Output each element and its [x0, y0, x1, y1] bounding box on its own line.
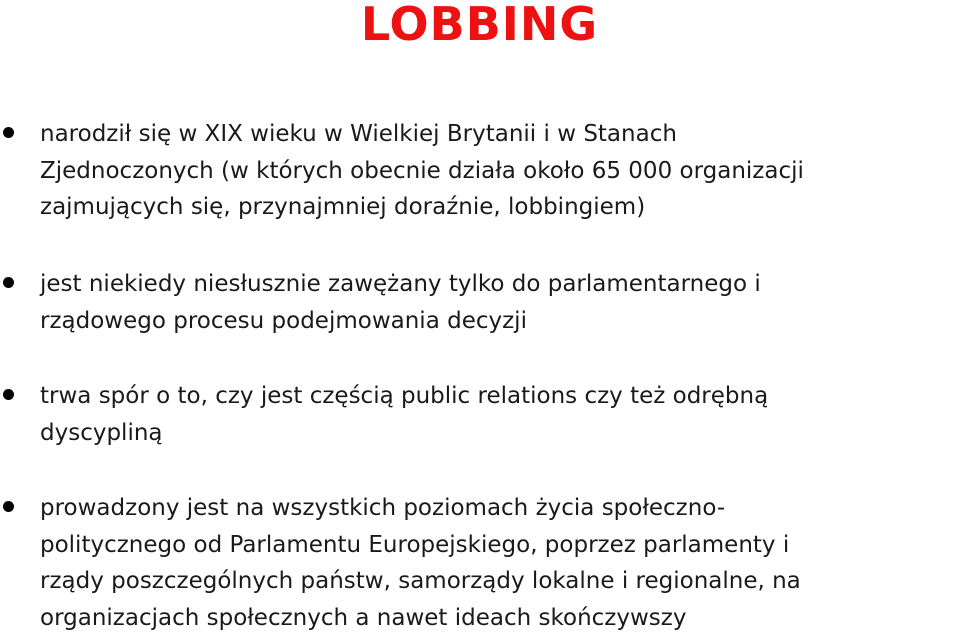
- bullet-text-line: Zjednoczonych (w których obecnie działa około 65 000 organizacji: [40, 153, 958, 190]
- bullet-icon: [3, 127, 14, 138]
- bullet-text-line: jest niekiedy niesłusznie zawężany tylko do parlamentarnego i: [40, 266, 958, 303]
- bullet-icon: [3, 389, 14, 400]
- bullet-text-line: dyscypliną: [40, 415, 958, 452]
- bullet-text-line: zajmujących się, przynajmniej doraźnie, lobbingiem): [40, 189, 958, 226]
- bullet-text-line: trwa spór o to, czy jest częścią public relations czy też odrębną: [40, 378, 958, 415]
- bullet-text: [40, 116, 958, 226]
- slide-title: LOBBING: [0, 0, 959, 48]
- bullet-text-line: politycznego od Parlamentu Europejskiego, poprzez parlamenty i: [40, 527, 958, 564]
- bullet-icon: [3, 277, 14, 288]
- bullet-text-line: narodził się w XIX wieku w Wielkiej Brytanii i w Stanach: [40, 116, 958, 153]
- bullet-text: [40, 490, 958, 636]
- bullet-text-line: rządy poszczególnych państw, samorządy lokalne i regionalne, na: [40, 563, 958, 600]
- bullet-text-line: organizacjach społecznych a nawet ideach skończywszy: [40, 600, 958, 636]
- bullet-text: [40, 266, 958, 339]
- bullet-text-line: prowadzony jest na wszystkich poziomach życia społeczno-: [40, 490, 958, 527]
- bullet-text-line: rządowego procesu podejmowania decyzji: [40, 303, 958, 340]
- bullet-icon: [3, 501, 14, 512]
- bullet-text: [40, 378, 958, 451]
